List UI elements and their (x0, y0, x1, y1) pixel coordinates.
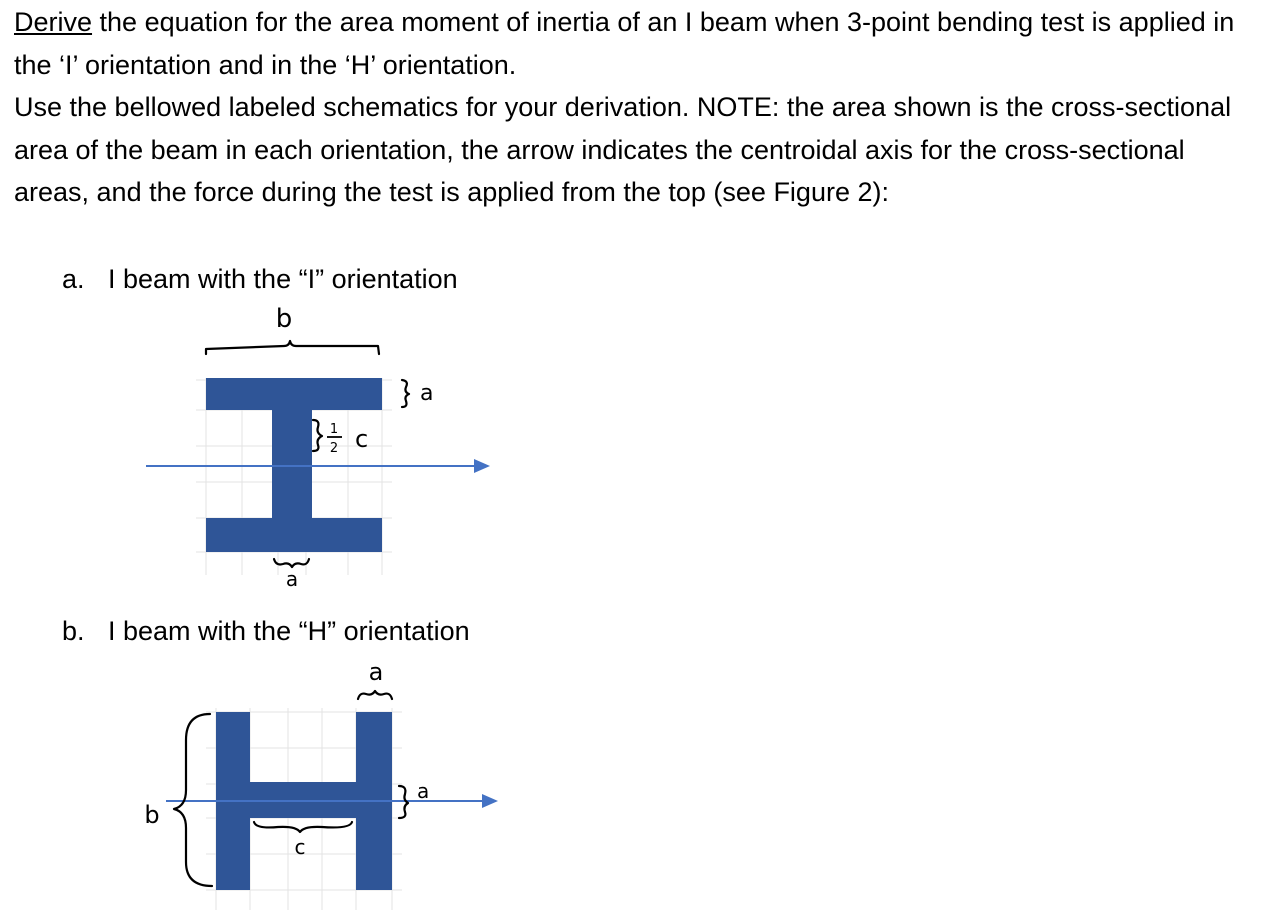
item-b-text: I beam with the “H” orientation (108, 616, 470, 646)
dim-b-left-label: b (144, 801, 160, 829)
i-centroidal-axis-arrow (146, 459, 490, 473)
item-b-label: b. (62, 616, 85, 646)
dim-half-c-num: 1 (329, 422, 339, 437)
dim-b-brace (206, 341, 379, 354)
problem-line1: the equation for the area moment of inertia of an I beam when 3-point bending test is applied in the ‘I’ orientation and in the ‘H’ orientation. (14, 7, 1235, 80)
dim-b-label: b (275, 304, 293, 334)
dim-a-right-brace (402, 380, 409, 407)
derive-word: Derive (14, 7, 93, 37)
dim-half-c-var: c (355, 425, 369, 453)
dim-c-brace (254, 822, 352, 832)
i-beam-top-flange (206, 378, 382, 410)
dim-a-top-brace (358, 691, 392, 699)
dim-a-bottom-brace (274, 559, 309, 567)
item-a-label: a. (62, 264, 85, 294)
dim-half-c-den: 2 (329, 441, 339, 456)
item-a-text: I beam with the “I” orientation (108, 264, 458, 294)
dim-c-label: c (294, 835, 306, 859)
figure-a-i-orientation (146, 304, 490, 591)
dim-a-right-label-h: a (417, 779, 430, 803)
dim-a-bottom-label: a (285, 567, 299, 591)
i-beam-bottom-flange (206, 518, 382, 552)
i-beam-web (272, 408, 312, 520)
dim-a-right-label: a (420, 381, 434, 406)
figure-b-h-orientation (144, 658, 498, 910)
problem-instructions: Use the bellowed labeled schematics for your derivation. NOTE: the area shown is the cross-sectional area of the beam in each orientation, the arrow indicates the centroidal axis for the cross-sectional areas, and the force during the test is applied from the top (see Figure 2): (14, 92, 1232, 207)
dim-a-top-label: a (368, 658, 384, 686)
